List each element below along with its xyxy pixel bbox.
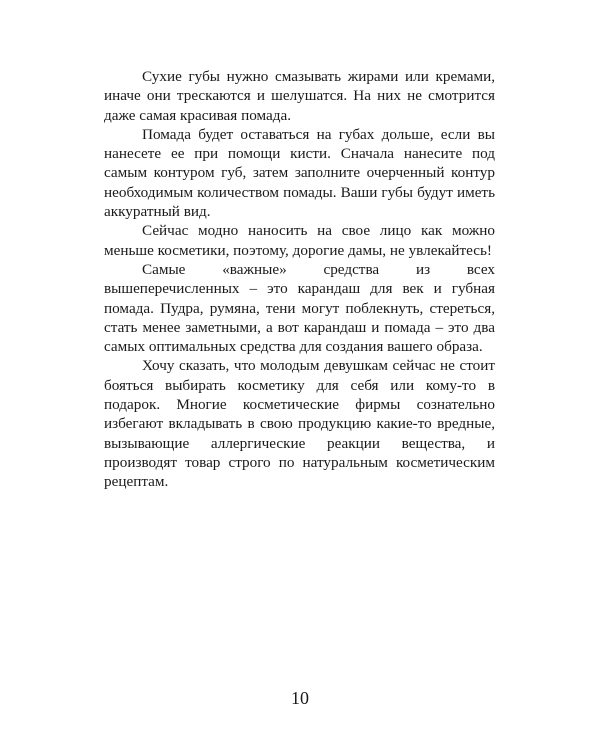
paragraph-important-products: Самые «важные» средства из всех вышеперечисленных – это карандаш для век и губная помада. Пудра, румяна, тени могут поблекнуть, стереться, стать менее заметными, а вот карандаш и помада – это два самых оптимальных средства для создания вашего образа. xyxy=(104,260,495,356)
body-text xyxy=(104,67,495,492)
paragraph-young-girls: Хочу сказать, что молодым девушкам сейчас не стоит бояться выбирать косметику для себя или кому-то в подарок. Многие косметические фирмы сознательно избегают вкладывать в свою продукцию какие-то вредные, вызывающие аллергические реакции вещества, и производят товар строго по натуральным косметическим рецептам. xyxy=(104,357,495,491)
page-number: 10 xyxy=(291,688,309,708)
paragraph-lipstick-brush: Помада будет оставаться на губах дольше, если вы нанесете ее при помощи кисти. Сначала нанесите под самым контуром губ, затем заполните очерченный контур необходимым количеством помады. Ваши губы будут иметь аккуратный вид. xyxy=(104,125,495,221)
paragraph-dry-lips: Сухие губы нужно смазывать жирами или кремами, иначе они трескаются и шелушатся. На них не смотрится даже самая красивая помада. xyxy=(104,68,495,124)
paragraph-less-makeup: Сейчас модно наносить на свое лицо как можно меньше косметики, поэтому, дорогие дамы, не увлекайтесь! xyxy=(104,222,495,259)
